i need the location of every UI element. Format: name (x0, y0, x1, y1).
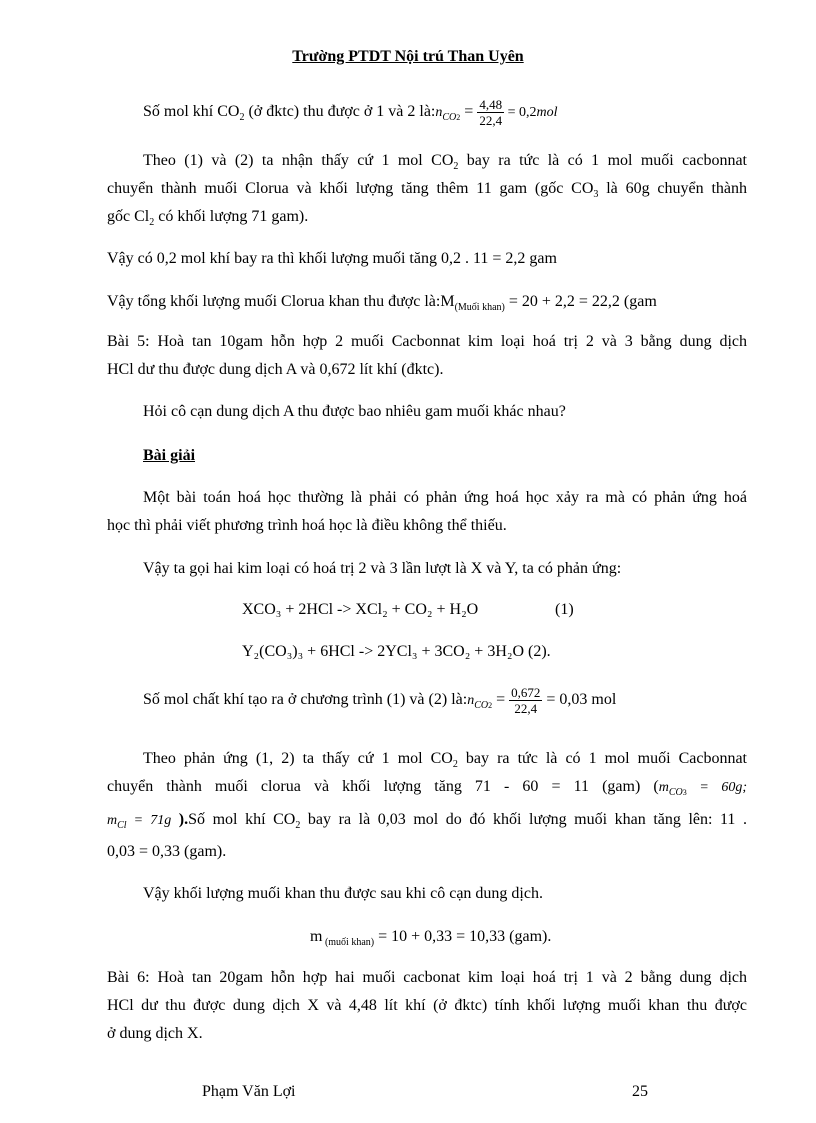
p1-den: 22,4 (479, 112, 503, 128)
p4-sub: (Muối khan) (454, 302, 505, 314)
s3-result: = 0,03 mol (542, 691, 617, 708)
p1-nsub: CO (442, 112, 457, 124)
p1-text2: (ở đktc) thu được ở 1 và 2 là: (244, 103, 436, 120)
p4-text: Vậy tổng khối lượng muối Clorua khan thu được là:M (107, 293, 455, 310)
p2-l1b: bay ra tức là có 1 mol muối cacbonnat (458, 152, 748, 169)
p3-mass-increase: Vậy có 0,2 mol khí bay ra thì khối lượng muối tăng 0,2 . 11 = 2,2 gam (107, 250, 557, 267)
eq1-text: XCO₃ + 2HCl -> XCl₂ + CO₂ + H₂O (242, 601, 479, 618)
s6-m: m (310, 928, 323, 945)
solution-heading: Bài giải (143, 447, 196, 464)
equation-1-label: (1) (555, 601, 574, 618)
s3-eq: = (492, 691, 510, 708)
p4-total-mass (107, 292, 657, 318)
s4-line4: 0,03 = 0,33 (gam). (107, 843, 227, 860)
s4-l1b: bay ra tức là có 1 mol muối Cacbonnat (457, 750, 747, 767)
s4-line3 (107, 810, 747, 836)
s4-line2 (107, 777, 747, 803)
p2-line3 (107, 207, 308, 233)
p2-line1 (143, 151, 747, 177)
s4-l2m: m (658, 780, 669, 795)
p1-result: = 0,2 (504, 105, 537, 120)
s3-nsub: CO (474, 700, 489, 712)
bai5-line2: HCl dư thu được dung dịch A và 0,672 lít khí (đktc). (107, 361, 444, 378)
s3-num: 0,672 (511, 684, 541, 700)
bai6-line1: Bài 6: Hoà tan 20gam hỗn hợp hai muối cacbonat kim loại hoá trị 1 và 2 bằng dung dịch (107, 969, 747, 986)
p1-eq: = (460, 103, 478, 120)
s4-l3msub: Cl (117, 820, 127, 832)
bai5-line1: Bài 5: Hoà tan 10gam hỗn hợp 2 muối Cacbonnat kim loại hoá trị 2 và 3 bằng dung dịch (107, 333, 747, 350)
bai6-line3: ở dung dịch X. (107, 1025, 203, 1042)
page-header-school: Trường PTDT Nội trú Than Uyên (292, 48, 524, 65)
p2-l1: Theo (1) và (2) ta nhận thấy cứ 1 mol CO (143, 152, 454, 169)
s1-line2: học thì phải viết phương trình hoá học là điều không thể thiếu. (107, 517, 507, 534)
equation-1 (242, 600, 478, 620)
s3-text: Số mol chất khí tạo ra ở chương trình (1) và (2) là: (143, 691, 468, 708)
s6-text: = 10 + 0,33 = 10,33 (gam). (374, 928, 552, 945)
p2-l2sub: 3 (593, 189, 599, 201)
p2-line2 (107, 179, 747, 205)
s5-conclusion: Vậy khối lượng muối khan thu được sau khi cô cạn dung dịch. (143, 885, 543, 902)
footer-page-number: 25 (632, 1083, 648, 1100)
s3-fraction (509, 685, 542, 716)
s4-l3b: ). (171, 811, 189, 828)
s4-l3d: bay ra là 0,03 mol do đó khối lượng muối khan tăng lên: 11 . (300, 811, 748, 828)
bai6-line2: HCl dư thu được dung dịch X và 4,48 lít khí (ở đktc) tính khối lượng muối khan thu được (107, 997, 747, 1014)
s4-l1sub: 2 (452, 759, 458, 771)
s2-intro: Vậy ta gọi hai kim loại có hoá trị 2 và 3 lần lượt là X và Y, ta có phản ứng: (143, 560, 622, 577)
p1-moles-co2 (143, 92, 557, 138)
s4-l3eq: = 71g (126, 813, 172, 828)
s4-l2a: chuyển thành muối clorua và khối lượng tăng 71 - 60 = 11 (gam) ( (107, 778, 659, 795)
footer-author: Phạm Văn Lợi (202, 1083, 296, 1100)
equation-2: Y₂(CO₃)₃ + 6HCl -> 2YCl₃ + 3CO₂ + 3H₂O (2). (242, 643, 551, 660)
s3-moles-gas (143, 680, 616, 726)
p4-text2: = 20 + 2,2 = 22,2 (gam (504, 293, 657, 310)
s4-line1 (143, 749, 747, 775)
s4-l3m: m (107, 813, 118, 828)
s4-l2eq: = 60g; (686, 780, 748, 795)
p1-nsub2: 2 (456, 113, 461, 123)
p1-text: Số mol khí CO (143, 103, 240, 120)
p1-n: n (435, 105, 443, 120)
p2-l3a: gốc Cl (107, 208, 150, 225)
p2-l2a: chuyển thành muối Clorua và khối lượng tăng thêm 11 gam (gốc CO (107, 180, 594, 197)
p1-fraction (477, 97, 504, 128)
s1-line1: Một bài toán hoá học thường là phải có phản ứng hoá học xảy ra mà có phản ứng hoá (143, 489, 747, 506)
p2-l2b: là 60g chuyển thành (598, 180, 747, 197)
p1-num: 4,48 (479, 96, 503, 112)
bai5-question: Hỏi cô cạn dung dịch A thu được bao nhiêu gam muối khác nhau? (143, 403, 566, 420)
p1-sub: 2 (239, 112, 245, 124)
s3-n: n (467, 693, 475, 708)
p2-l1sub: 2 (453, 161, 459, 173)
s3-nsub2: 2 (488, 701, 493, 711)
p2-l3b: có khối lượng 71 gam). (154, 208, 309, 225)
s6-final-mass (310, 927, 551, 953)
s4-l2msub2: 3 (682, 788, 687, 798)
p1-unit: mol (536, 105, 558, 120)
s4-l3sub: 2 (295, 820, 301, 832)
s4-l1a: Theo phản ứng (1, 2) ta thấy cứ 1 mol CO (143, 750, 453, 767)
s6-sub: (muối khan) (322, 937, 375, 949)
s4-l3c: Số mol khí CO (188, 811, 296, 828)
s4-l2msub: CO (668, 787, 683, 799)
s3-den: 22,4 (514, 700, 538, 716)
p2-l3sub: 2 (149, 217, 155, 229)
